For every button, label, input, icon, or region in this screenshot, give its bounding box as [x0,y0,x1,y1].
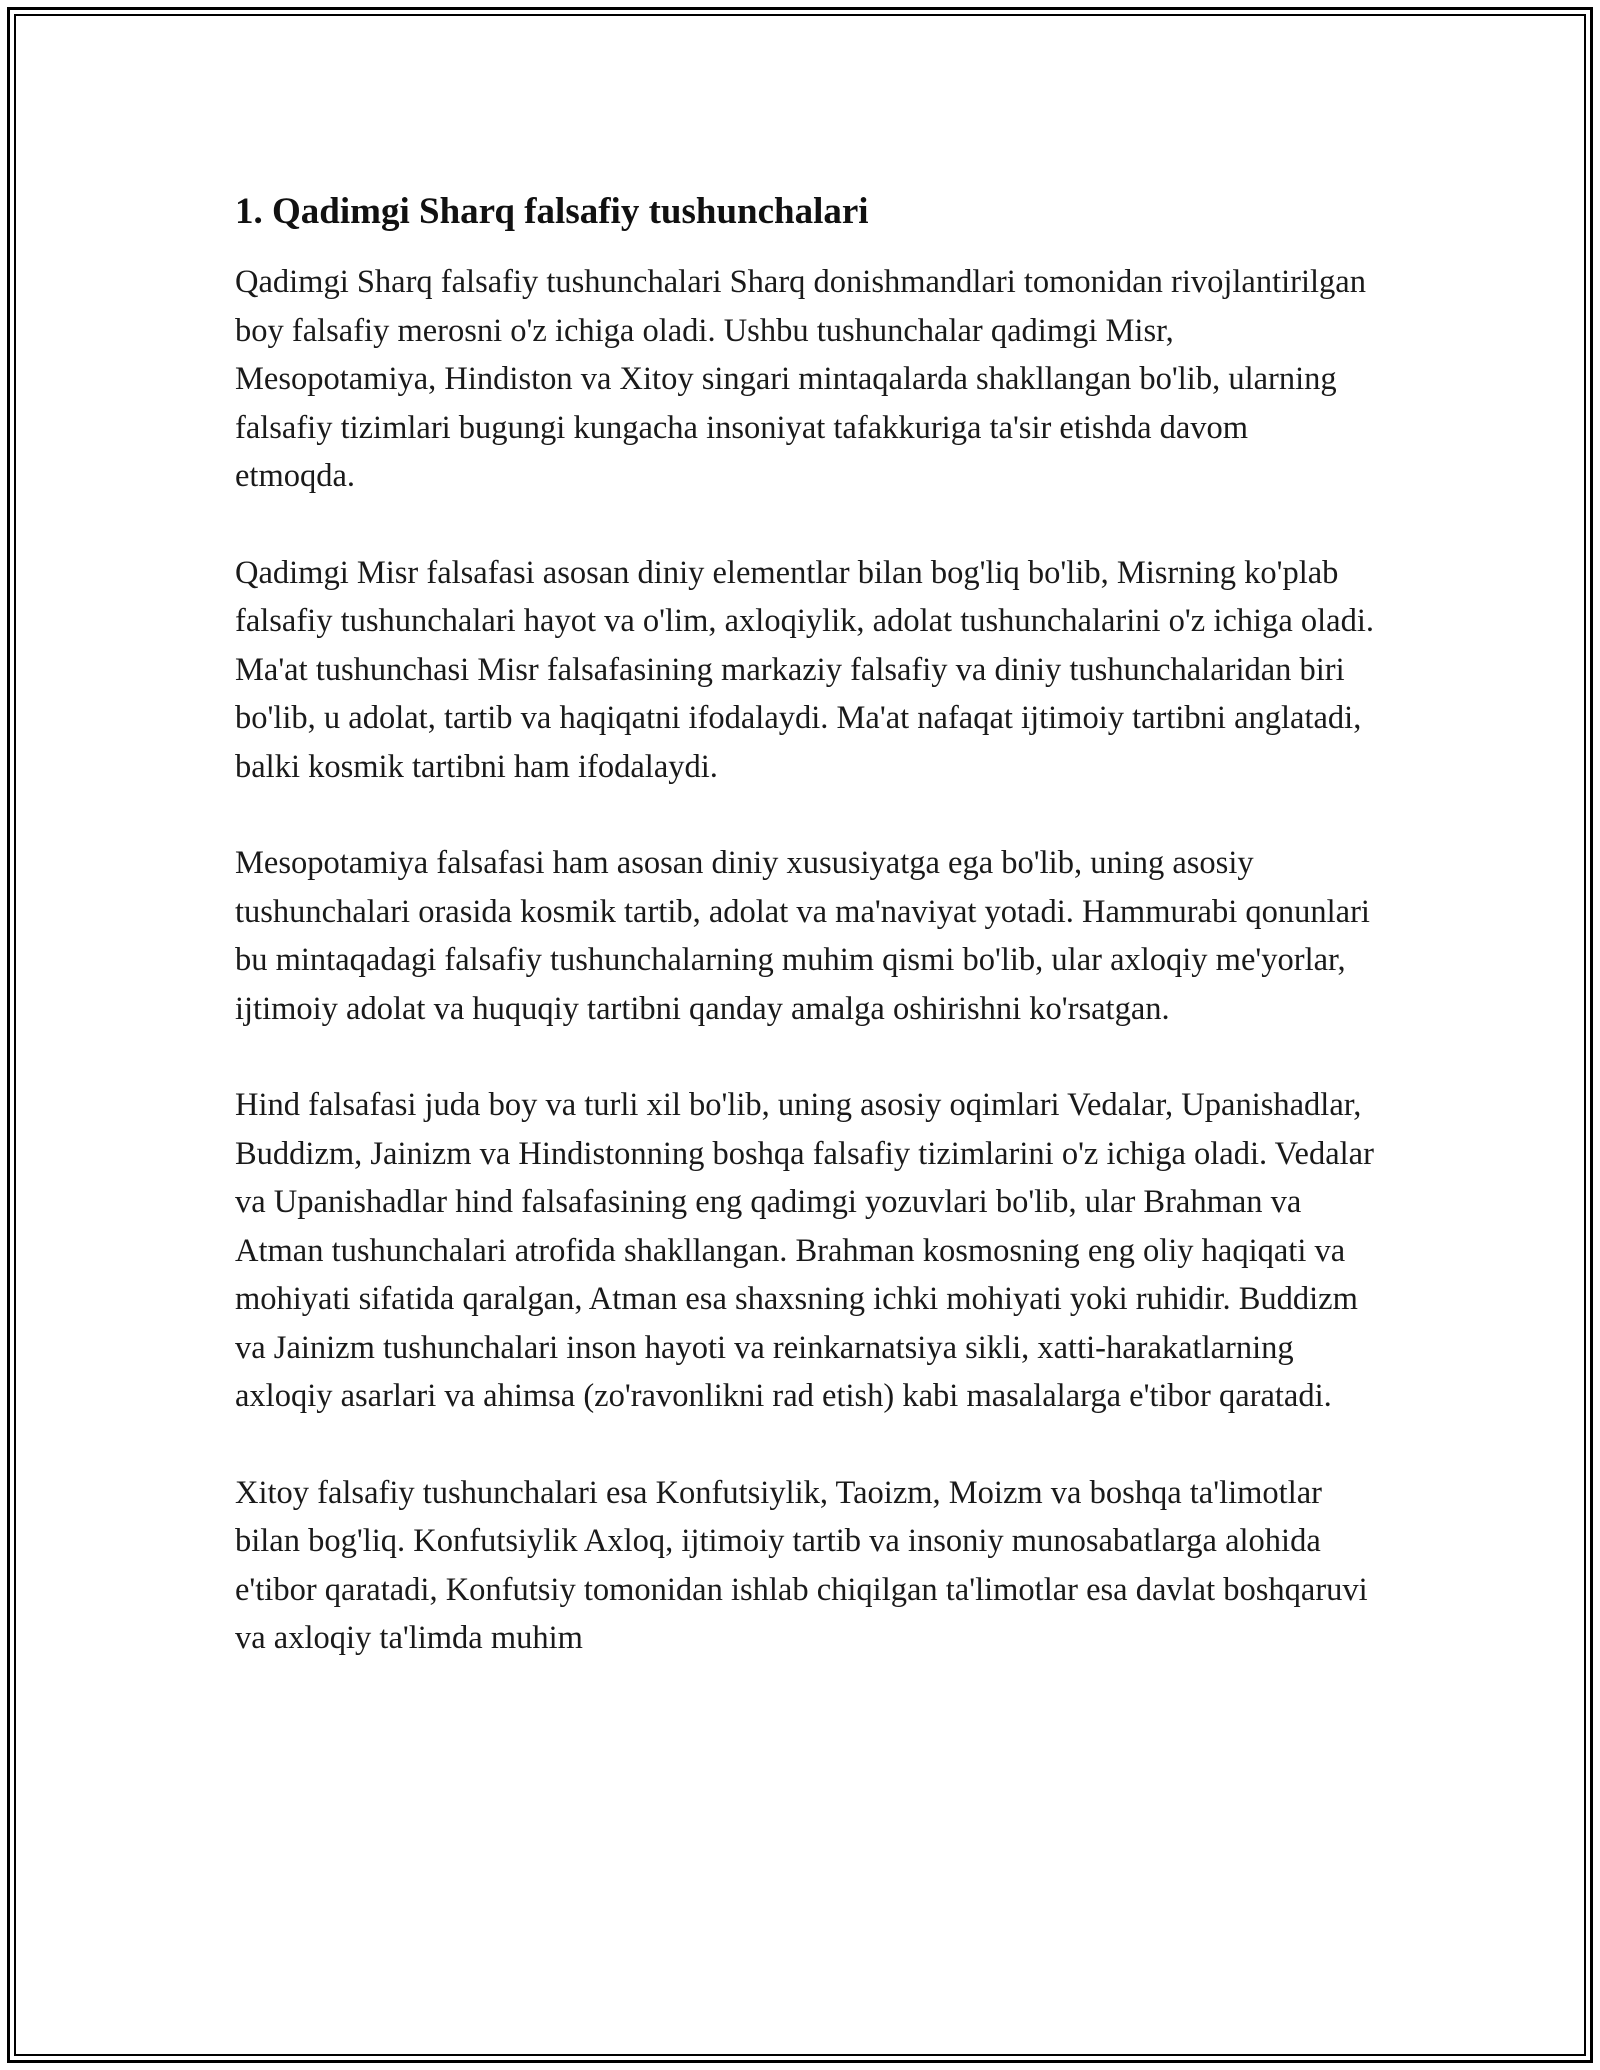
section-heading: 1. Qadimgi Sharq falsafiy tushunchalari [235,191,869,232]
paragraph-intro: Qadimgi Sharq falsafiy tushunchalari Sharq donishmandlari tomonidan rivojlantirilgan boy falsafiy merosni o'z ichiga oladi. Ushbu tushunchalar qadimgi Misr, Mesopotamiya, Hindiston va Xitoy singari mintaqalarda shakllangan bo'lib, ularning falsafiy tizimlari bugungi kungacha insoniyat tafakkuriga ta'sir etishda davom etmoqda. [235,264,1366,494]
paragraph-india: Hind falsafasi juda boy va turli xil bo'lib, uning asosiy oqimlari Vedalar, Upanishadlar, Buddizm, Jainizm va Hindistonning boshqa falsafiy tizimlarini o'z ichiga oladi. Vedalar va Upanishadlar hind falsafasining eng qadimgi yozuvlari bo'lib, ular Brahman va Atman tushunchalari atrofida shakllangan. Brahman kosmosning eng oliy haqiqati va mohiyati sifatida qaralgan, Atman esa shaxsning ichki mohiyati yoki ruhidir. Buddizm va Jainizm tushunchalari inson hayoti va reinkarnatsiya sikli, xatti-harakatlarning axloqiy asarlari va ahimsa (zo'ravonlikni rad etish) kabi masalalarga e'tibor qaratadi. [235,1087,1374,1414]
paragraph-china: Xitoy falsafiy tushunchalari esa Konfutsiylik, Taoizm, Moizm va boshqa ta'limotlar bilan bog'liq. Konfutsiylik Axloq, ijtimoiy tartib va insoniy munosabatlarga alohida e'tibor qaratadi, Konfutsiy tomonidan ishlab chiqilgan ta'limotlar esa davlat boshqaruvi va axloqiy ta'limda muhim [235,1474,1368,1656]
paragraph-egypt: Qadimgi Misr falsafasi asosan diniy elementlar bilan bog'liq bo'lib, Misrning ko'plab falsafiy tushunchalari hayot va o'lim, axloqiylik, adolat tushunchalarini o'z ichiga oladi. Ma'at tushunchasi Misr falsafasining markaziy falsafiy va diniy tushunchalaridan biri bo'lib, u adolat, tartib va haqiqatni ifodalaydi. Ma'at nafaqat ijtimoiy tartibni anglatadi, balki kosmik tartibni ham ifodalaydi. [235,554,1374,785]
document-body [235,188,1375,1663]
paragraph-mesopotamia: Mesopotamiya falsafasi ham asosan diniy xususiyatga ega bo'lib, uning asosiy tushunchalari orasida kosmik tartib, adolat va ma'naviyat yotadi. Hammurabi qonunlari bu mintaqadagi falsafiy tushunchalarning muhim qismi bo'lib, ular axloqiy me'yorlar, ijtimoiy adolat va huquqiy tartibni qanday amalga oshirishni ko'rsatgan. [235,845,1370,1027]
